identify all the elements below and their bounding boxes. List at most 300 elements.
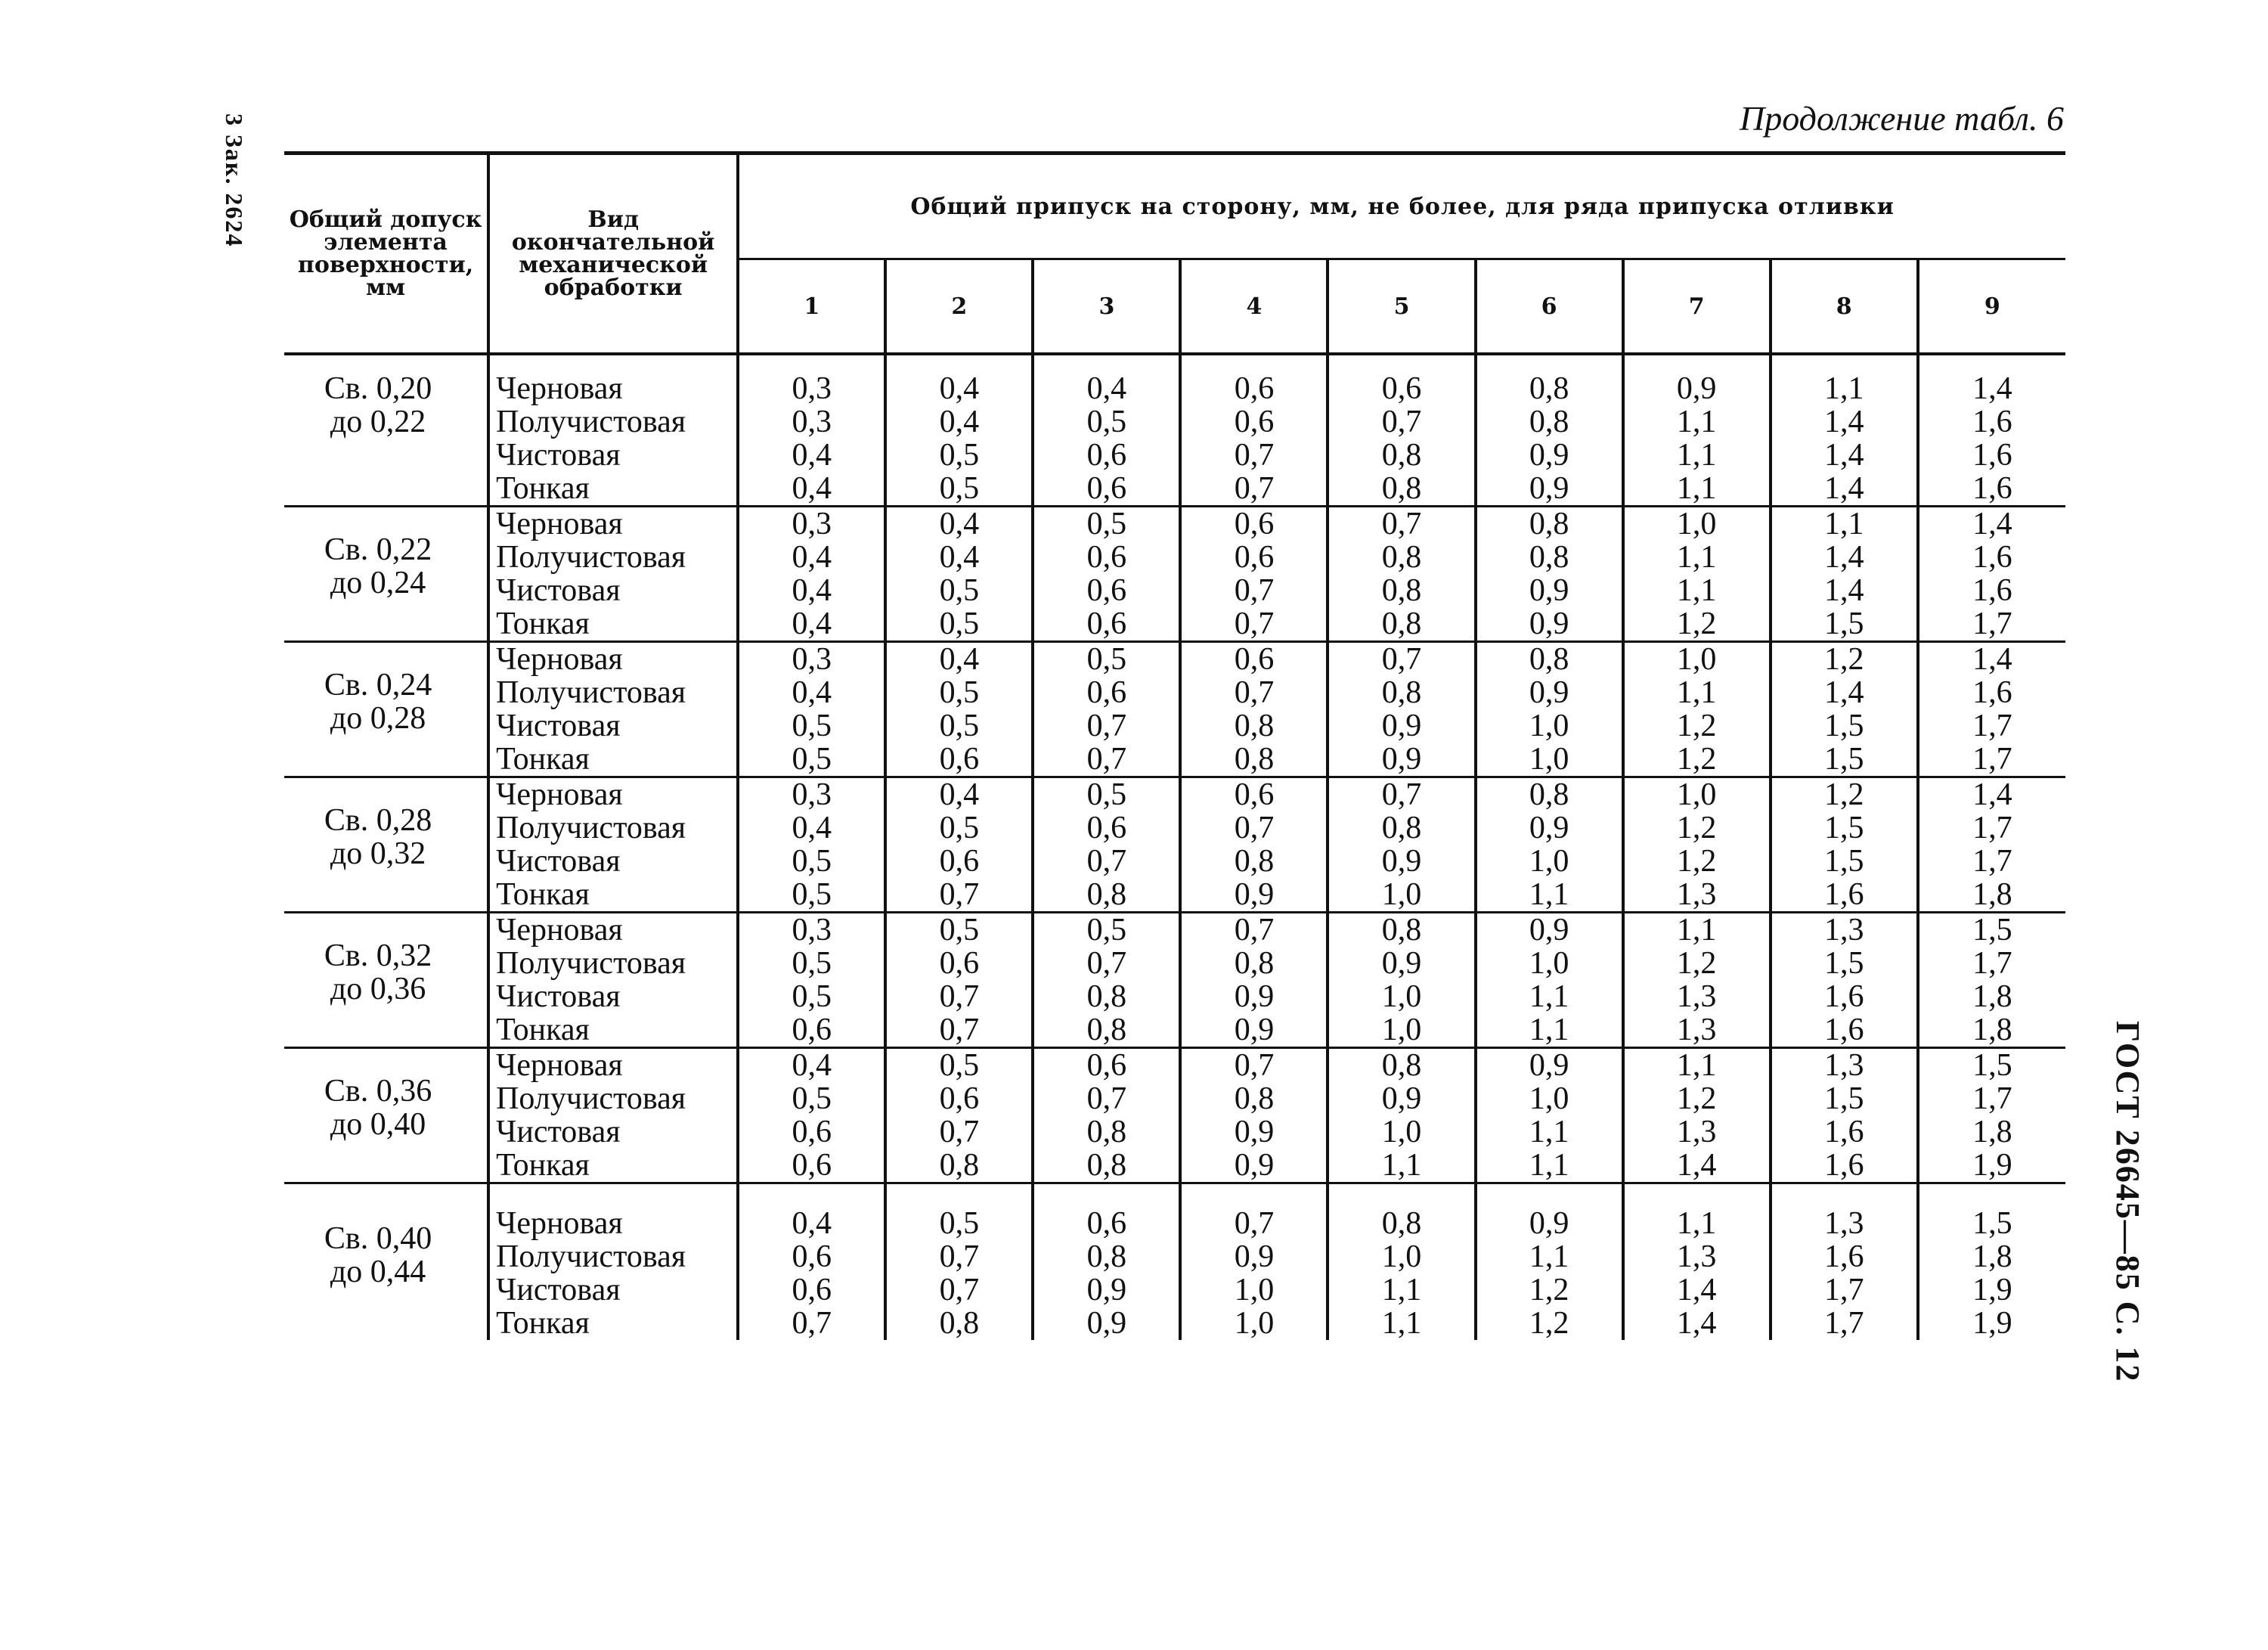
processing-type-cell (488, 777, 738, 913)
processing-type: Получистовая (496, 405, 686, 439)
allowance-value: 0,9 (1529, 573, 1569, 608)
allowance-column-cell (1623, 507, 1771, 642)
allowance-value: 1,7 (1972, 946, 2012, 981)
allowance-value: 0,9 (1529, 1206, 1569, 1241)
allowance-value: 0,8 (1381, 606, 1422, 641)
allowance-value: 1,8 (1972, 877, 2012, 912)
processing-type-cell (488, 1183, 738, 1341)
allowance-column-cell (1328, 1183, 1475, 1341)
allowance-column-cell (1918, 913, 2065, 1048)
allowance-value: 1,0 (1529, 709, 1569, 743)
allowance-value: 0,8 (1381, 811, 1422, 845)
standard-page-label: ГОСТ 26645—85 С. 12 (2109, 1021, 2146, 1383)
allowance-value: 0,5 (939, 606, 980, 641)
tolerance-range-line: Св. 0,40 (324, 1221, 432, 1256)
allowance-value: 1,2 (1823, 642, 1864, 677)
allowance-value: 1,8 (1972, 1115, 2012, 1149)
allowance-value: 0,8 (1234, 1081, 1275, 1116)
allowance-value: 1,8 (1972, 1239, 2012, 1274)
processing-type: Чистовая (496, 844, 621, 879)
allowance-value: 0,4 (792, 1206, 832, 1241)
allowance-value: 0,4 (939, 777, 980, 812)
allowance-value: 1,6 (1823, 979, 1864, 1014)
allowance-value: 0,6 (1381, 371, 1422, 406)
allowance-value: 0,8 (1086, 1013, 1127, 1047)
allowance-value: 1,1 (1529, 1148, 1569, 1183)
allowance-value: 1,2 (1529, 1306, 1569, 1341)
allowance-value: 1,1 (1529, 877, 1569, 912)
allowance-value: 0,4 (792, 675, 832, 710)
allowance-column-cell (1918, 507, 2065, 642)
allowance-column-cell (738, 913, 885, 1048)
processing-type-cell (488, 354, 738, 507)
allowance-value: 0,7 (939, 1115, 980, 1149)
tolerance-range-line: Св. 0,22 (324, 532, 432, 567)
processing-type: Тонкая (496, 606, 590, 641)
allowance-value: 0,8 (1529, 642, 1569, 677)
allowance-value: 1,1 (1381, 1273, 1422, 1307)
allowance-value: 0,5 (939, 471, 980, 506)
allowance-value: 0,5 (939, 709, 980, 743)
allowance-column-cell (1918, 354, 2065, 507)
processing-type: Тонкая (496, 471, 590, 506)
allowance-value: 0,9 (1529, 471, 1569, 506)
allowance-value: 1,4 (1676, 1273, 1717, 1307)
processing-type: Получистовая (496, 811, 686, 845)
allowance-value: 0,6 (1086, 811, 1127, 845)
allowance-value: 0,6 (792, 1239, 832, 1274)
allowance-column-cell (1771, 507, 1918, 642)
tolerance-group (284, 777, 2065, 913)
allowance-value: 1,6 (1823, 1239, 1864, 1274)
processing-type: Чистовая (496, 438, 621, 473)
allowance-value: 1,2 (1676, 742, 1717, 777)
allowance-column-cell (738, 507, 885, 642)
tolerance-group (284, 642, 2065, 777)
allowance-value: 0,6 (1234, 777, 1275, 812)
allowance-value: 1,6 (1972, 573, 2012, 608)
allowance-value: 0,7 (1086, 946, 1127, 981)
tolerance-cell (284, 1183, 488, 1341)
allowance-value: 1,0 (1529, 946, 1569, 981)
allowance-value: 1,2 (1529, 1273, 1569, 1307)
allowance-value: 0,5 (1086, 913, 1127, 948)
allowance-value: 0,8 (1381, 1048, 1422, 1083)
allowance-value: 1,5 (1823, 606, 1864, 641)
allowance-value: 0,9 (1529, 913, 1569, 948)
allowance-column-cell (1623, 1183, 1771, 1341)
allowance-value: 1,2 (1676, 606, 1717, 641)
allowance-value: 1,7 (1972, 606, 2012, 641)
allowance-value: 1,6 (1972, 675, 2012, 710)
allowance-column-cell (1328, 507, 1475, 642)
allowance-value: 0,3 (792, 777, 832, 812)
processing-type: Получистовая (496, 1081, 686, 1116)
allowance-value: 1,5 (1823, 811, 1864, 845)
allowance-column-cell (1771, 913, 1918, 1048)
allowance-value: 1,1 (1529, 1239, 1569, 1274)
allowance-value: 1,4 (1972, 507, 2012, 541)
allowance-value: 1,9 (1972, 1273, 2012, 1307)
allowance-value: 1,7 (1823, 1273, 1864, 1307)
allowance-value: 1,2 (1823, 777, 1864, 812)
allowance-value: 1,6 (1823, 1148, 1864, 1183)
tolerance-range-line: до 0,44 (330, 1255, 426, 1289)
allowance-value: 0,7 (1234, 675, 1275, 710)
header-processing-type: Вид окончательной механической обработки (488, 154, 738, 355)
allowance-value: 1,6 (1972, 405, 2012, 439)
allowance-value: 0,7 (939, 1239, 980, 1274)
allowance-value: 0,3 (792, 642, 832, 677)
allowance-value: 1,1 (1676, 913, 1717, 948)
allowance-value: 1,7 (1972, 742, 2012, 777)
allowance-value: 0,5 (1086, 405, 1127, 439)
allowance-value: 0,6 (939, 1081, 980, 1116)
allowance-value: 0,9 (1086, 1306, 1127, 1341)
allowance-column-cell (1328, 354, 1475, 507)
allowance-value: 0,3 (792, 405, 832, 439)
allowance-value: 1,1 (1381, 1306, 1422, 1341)
processing-type: Черновая (496, 913, 623, 948)
allowance-column-cell (885, 913, 1033, 1048)
allowance-column-cell (1476, 354, 1623, 507)
allowance-column-cell (1180, 1048, 1328, 1183)
tolerance-cell (284, 642, 488, 777)
allowance-value: 1,6 (1823, 1115, 1864, 1149)
processing-type: Чистовая (496, 573, 621, 608)
processing-type-cell (488, 642, 738, 777)
allowance-value: 0,8 (939, 1148, 980, 1183)
allowance-value: 1,4 (1972, 777, 2012, 812)
allowance-column-cell (1623, 913, 1771, 1048)
allowance-column-cell (1623, 1048, 1771, 1183)
allowance-column-cell (738, 1183, 885, 1341)
header-row-7: 7 (1623, 259, 1771, 355)
allowance-value: 0,3 (792, 507, 832, 541)
allowance-column-cell (1476, 1183, 1623, 1341)
allowance-value: 0,9 (1676, 371, 1717, 406)
allowance-value: 1,4 (1823, 405, 1864, 439)
allowance-value: 0,5 (939, 1206, 980, 1241)
processing-type: Черновая (496, 777, 623, 812)
allowance-column-cell (1623, 354, 1771, 507)
allowance-value: 1,0 (1676, 777, 1717, 812)
processing-type: Получистовая (496, 540, 686, 575)
header-row-9: 9 (1918, 259, 2065, 355)
allowance-column-cell (1918, 642, 2065, 777)
allowance-value: 1,3 (1676, 1239, 1717, 1274)
table-body (284, 354, 2065, 1340)
allowance-value: 1,9 (1972, 1148, 2012, 1183)
allowance-value: 0,5 (792, 979, 832, 1014)
allowance-value: 1,0 (1529, 1081, 1569, 1116)
allowance-value: 0,6 (1086, 573, 1127, 608)
header-row-5: 5 (1328, 259, 1475, 355)
allowance-value: 1,2 (1676, 1081, 1717, 1116)
allowance-value: 1,5 (1972, 913, 2012, 948)
allowance-value: 0,5 (939, 438, 980, 473)
allowance-value: 0,5 (939, 573, 980, 608)
continuation-title: Продолжение табл. 6 (1740, 99, 2064, 138)
allowance-value: 1,5 (1823, 742, 1864, 777)
allowance-value: 0,8 (1086, 877, 1127, 912)
allowance-value: 0,8 (1234, 946, 1275, 981)
allowance-column-cell (1033, 777, 1180, 913)
allowance-column-cell (1476, 777, 1623, 913)
processing-type-cell (488, 913, 738, 1048)
allowance-value: 1,6 (1823, 1013, 1864, 1047)
header-row-3: 3 (1033, 259, 1180, 355)
allowance-value: 0,7 (939, 1273, 980, 1307)
allowance-value: 0,8 (1381, 913, 1422, 948)
tolerance-group (284, 507, 2065, 642)
allowance-value: 1,8 (1972, 1013, 2012, 1047)
allowance-value: 0,5 (939, 675, 980, 710)
allowance-value: 0,7 (1381, 405, 1422, 439)
allowance-value: 0,8 (1086, 1239, 1127, 1274)
allowance-value: 0,7 (1234, 606, 1275, 641)
allowance-value: 0,8 (1381, 573, 1422, 608)
allowance-table-wrapper (284, 151, 2065, 1340)
allowance-column-cell (1033, 507, 1180, 642)
tolerance-group (284, 1183, 2065, 1341)
allowance-value: 0,9 (1234, 1013, 1275, 1047)
allowance-value: 0,9 (1086, 1273, 1127, 1307)
allowance-value: 0,4 (792, 606, 832, 641)
allowance-column-cell (1033, 913, 1180, 1048)
allowance-value: 1,0 (1381, 1239, 1422, 1274)
allowance-value: 1,0 (1381, 877, 1422, 912)
allowance-column-cell (1180, 507, 1328, 642)
allowance-value: 0,4 (939, 371, 980, 406)
allowance-value: 1,3 (1676, 877, 1717, 912)
allowance-value: 1,1 (1676, 438, 1717, 473)
allowance-column-cell (1771, 642, 1918, 777)
allowance-value: 0,9 (1529, 675, 1569, 710)
allowance-value: 0,7 (1381, 642, 1422, 677)
allowance-column-cell (1476, 913, 1623, 1048)
allowance-value: 1,1 (1823, 507, 1864, 541)
allowance-value: 0,8 (1381, 438, 1422, 473)
allowance-column-cell (1328, 913, 1475, 1048)
allowance-value: 1,4 (1823, 573, 1864, 608)
allowance-value: 0,7 (1086, 1081, 1127, 1116)
allowance-value: 1,3 (1823, 1048, 1864, 1083)
allowance-value: 1,3 (1823, 913, 1864, 948)
allowance-value: 0,6 (1234, 540, 1275, 575)
allowance-value: 1,1 (1823, 371, 1864, 406)
allowance-column-cell (885, 1183, 1033, 1341)
processing-type: Черновая (496, 371, 623, 406)
allowance-value: 0,7 (939, 877, 980, 912)
allowance-value: 0,7 (792, 1306, 832, 1341)
allowance-value: 0,6 (1234, 507, 1275, 541)
allowance-value: 0,9 (1381, 742, 1422, 777)
allowance-column-cell (1918, 1048, 2065, 1183)
allowance-column-cell (1771, 354, 1918, 507)
allowance-column-cell (1918, 777, 2065, 913)
allowance-value: 0,4 (939, 405, 980, 439)
tolerance-range-line: до 0,36 (330, 972, 426, 1006)
allowance-value: 0,4 (792, 471, 832, 506)
allowance-value: 0,6 (1234, 371, 1275, 406)
left-margin-note (203, 113, 263, 310)
tolerance-range-line: Св. 0,24 (324, 668, 432, 702)
allowance-value: 0,7 (1234, 1206, 1275, 1241)
allowance-column-cell (1180, 913, 1328, 1048)
allowance-column-cell (738, 642, 885, 777)
allowance-value: 1,8 (1972, 979, 2012, 1014)
processing-type: Получистовая (496, 675, 686, 710)
allowance-value: 1,4 (1823, 438, 1864, 473)
allowance-value: 0,5 (792, 877, 832, 912)
allowance-column-cell (1033, 1183, 1180, 1341)
allowance-value: 0,9 (1234, 877, 1275, 912)
tolerance-cell (284, 1048, 488, 1183)
allowance-value: 0,9 (1234, 979, 1275, 1014)
allowance-column-cell (738, 777, 885, 913)
allowance-value: 1,1 (1529, 1115, 1569, 1149)
allowance-value: 0,7 (1234, 471, 1275, 506)
allowance-value: 0,4 (1086, 371, 1127, 406)
tolerance-range-line: Св. 0,32 (324, 938, 432, 973)
allowance-value: 1,0 (1381, 1013, 1422, 1047)
allowance-column-cell (1476, 1048, 1623, 1183)
allowance-value: 1,1 (1676, 1206, 1717, 1241)
allowance-value: 0,6 (939, 844, 980, 879)
allowance-value: 1,1 (1676, 471, 1717, 506)
processing-type: Чистовая (496, 709, 621, 743)
allowance-value: 1,4 (1823, 675, 1864, 710)
allowance-column-cell (1180, 642, 1328, 777)
allowance-value: 1,0 (1234, 1273, 1275, 1307)
processing-type: Тонкая (496, 1306, 590, 1341)
allowance-value: 0,8 (939, 1306, 980, 1341)
allowance-column-cell (1328, 1048, 1475, 1183)
allowance-value: 1,5 (1823, 946, 1864, 981)
allowance-value: 0,4 (792, 573, 832, 608)
allowance-value: 1,5 (1972, 1206, 2012, 1241)
allowance-value: 0,6 (939, 946, 980, 981)
allowance-value: 1,0 (1529, 844, 1569, 879)
allowance-column-cell (1180, 777, 1328, 913)
processing-type-cell (488, 507, 738, 642)
allowance-value: 0,6 (1086, 606, 1127, 641)
tolerance-range-line: Св. 0,20 (324, 371, 432, 406)
allowance-column-cell (1623, 642, 1771, 777)
allowance-value: 0,6 (792, 1148, 832, 1183)
tolerance-range-line: до 0,22 (330, 405, 426, 439)
allowance-value: 1,2 (1676, 709, 1717, 743)
allowance-column-cell (738, 354, 885, 507)
processing-type: Тонкая (496, 877, 590, 912)
allowance-value: 0,7 (1086, 742, 1127, 777)
allowance-value: 0,4 (792, 540, 832, 575)
processing-type: Тонкая (496, 1148, 590, 1183)
processing-type: Черновая (496, 1048, 623, 1083)
allowance-value: 0,7 (1234, 913, 1275, 948)
allowance-value: 0,5 (792, 742, 832, 777)
allowance-value: 0,5 (792, 844, 832, 879)
allowance-value: 1,5 (1823, 1081, 1864, 1116)
allowance-value: 1,1 (1676, 675, 1717, 710)
order-number: 3 Зак. 2624 (221, 113, 248, 248)
allowance-value: 1,2 (1676, 946, 1717, 981)
tolerance-group (284, 354, 2065, 507)
allowance-value: 1,1 (1381, 1148, 1422, 1183)
allowance-value: 0,5 (939, 913, 980, 948)
tolerance-range-line: до 0,24 (330, 566, 426, 600)
allowance-value: 0,5 (1086, 507, 1127, 541)
allowance-value: 1,4 (1823, 540, 1864, 575)
allowance-column-cell (885, 354, 1033, 507)
processing-type: Тонкая (496, 1013, 590, 1047)
allowance-value: 0,7 (1381, 777, 1422, 812)
header-allowance: Общий припуск на сторону, мм, не более, для ряда припуска отливки (738, 154, 2065, 259)
tolerance-range-line: Св. 0,36 (324, 1074, 432, 1109)
processing-type: Черновая (496, 1206, 623, 1241)
allowance-column-cell (1180, 354, 1328, 507)
allowance-value: 1,6 (1972, 438, 2012, 473)
allowance-value: 0,9 (1529, 438, 1569, 473)
allowance-value: 1,0 (1529, 742, 1569, 777)
allowance-value: 1,5 (1823, 709, 1864, 743)
allowance-value: 0,9 (1381, 709, 1422, 743)
tolerance-cell (284, 913, 488, 1048)
allowance-column-cell (1033, 642, 1180, 777)
allowance-column-cell (1771, 1183, 1918, 1341)
allowance-column-cell (885, 642, 1033, 777)
header-row-6: 6 (1476, 259, 1623, 355)
allowance-value: 1,4 (1676, 1306, 1717, 1341)
allowance-value: 0,8 (1381, 1206, 1422, 1241)
allowance-value: 0,8 (1529, 777, 1569, 812)
allowance-value: 0,4 (792, 1048, 832, 1083)
allowance-value: 0,9 (1529, 606, 1569, 641)
allowance-value: 1,7 (1972, 1081, 2012, 1116)
allowance-value: 0,9 (1234, 1115, 1275, 1149)
allowance-value: 1,1 (1676, 1048, 1717, 1083)
processing-type: Чистовая (496, 1273, 621, 1307)
allowance-value: 0,9 (1381, 946, 1422, 981)
allowance-value: 0,7 (1234, 1048, 1275, 1083)
allowance-value: 1,1 (1529, 979, 1569, 1014)
allowance-value: 0,5 (792, 709, 832, 743)
allowance-value: 0,6 (1086, 438, 1127, 473)
header-row-1: 1 (738, 259, 885, 355)
allowance-value: 0,8 (1086, 979, 1127, 1014)
allowance-value: 0,5 (792, 1081, 832, 1116)
allowance-value: 1,7 (1972, 844, 2012, 879)
allowance-column-cell (1771, 1048, 1918, 1183)
processing-type: Получистовая (496, 1239, 686, 1274)
allowance-value: 1,6 (1972, 471, 2012, 506)
allowance-value: 1,7 (1823, 1306, 1864, 1341)
allowance-value: 1,9 (1972, 1306, 2012, 1341)
allowance-value: 0,5 (792, 946, 832, 981)
allowance-column-cell (1623, 777, 1771, 913)
allowance-value: 0,9 (1381, 1081, 1422, 1116)
allowance-value: 0,8 (1234, 742, 1275, 777)
allowance-value: 0,4 (792, 438, 832, 473)
allowance-value: 0,9 (1529, 1048, 1569, 1083)
allowance-value: 0,3 (792, 371, 832, 406)
allowance-value: 0,9 (1529, 811, 1569, 845)
allowance-value: 1,4 (1972, 371, 2012, 406)
allowance-value: 1,7 (1972, 811, 2012, 845)
allowance-column-cell (885, 1048, 1033, 1183)
allowance-value: 0,6 (1234, 642, 1275, 677)
